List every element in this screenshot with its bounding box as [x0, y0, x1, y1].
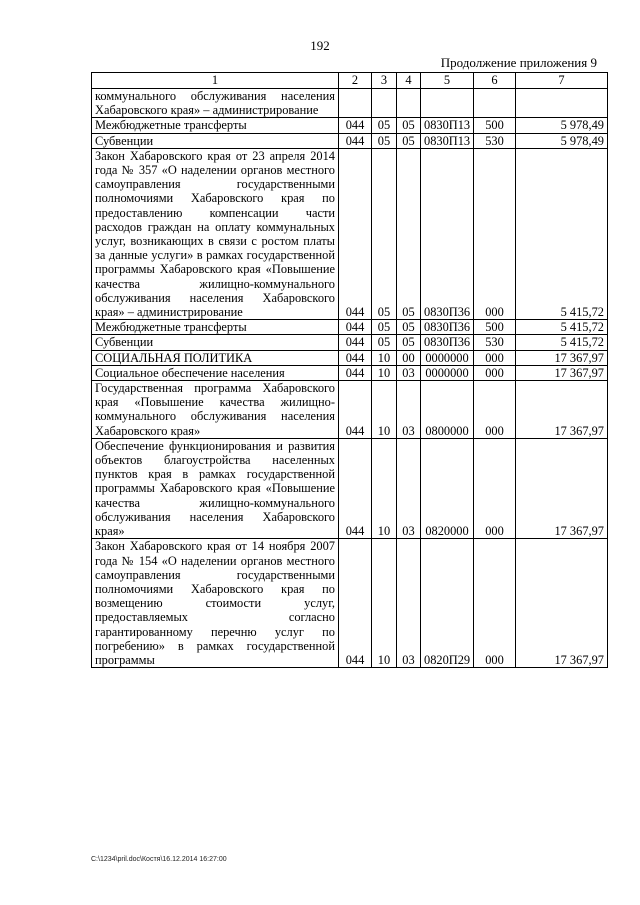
cell-col7: 5 978,49: [516, 118, 608, 133]
cell-col2: 044: [339, 133, 372, 148]
cell-col5: 0800000: [421, 381, 474, 439]
row-name: Закон Хабаровского края от 23 апреля 2014 года № 357 «О наделении органов местного самоуправления государственными полномочиями Хабаровского края по предоставлению компенсации части расходов граждан на оплату коммунальных услуг, возникающих в связи с ростом платы за данные услуги» в рамках государственной программы Хабаровского края «Повышение качества жилищно-коммунального обслуживания населения Хабаровского края» – администрирование: [92, 148, 339, 319]
cell-col4: 05: [397, 320, 421, 335]
cell-col4: 03: [397, 365, 421, 380]
cell-col3: [372, 89, 397, 118]
cell-col7: 5 978,49: [516, 133, 608, 148]
cell-col3: 05: [372, 118, 397, 133]
row-name: СОЦИАЛЬНАЯ ПОЛИТИКА: [92, 350, 339, 365]
cell-col5: 0830П13: [421, 118, 474, 133]
cell-col6: 000: [474, 381, 516, 439]
cell-col6: 500: [474, 320, 516, 335]
table-row: [92, 539, 608, 668]
table-row: [92, 365, 608, 380]
cell-col7: 5 415,72: [516, 335, 608, 350]
column-header: 4: [397, 73, 421, 89]
cell-col5: 0000000: [421, 365, 474, 380]
cell-col3: 10: [372, 438, 397, 538]
row-name: коммунального обслуживания населения Хабаровского края» – администрирование: [92, 89, 339, 118]
cell-col7: 17 367,97: [516, 539, 608, 668]
cell-col2: 044: [339, 320, 372, 335]
cell-col5: 0830П36: [421, 148, 474, 319]
cell-col3: 05: [372, 133, 397, 148]
table-row: [92, 438, 608, 538]
cell-col2: 044: [339, 118, 372, 133]
cell-col7: 17 367,97: [516, 438, 608, 538]
column-header: 1: [92, 73, 339, 89]
budget-table: [91, 72, 608, 668]
column-header: 2: [339, 73, 372, 89]
cell-col4: 00: [397, 350, 421, 365]
row-name: Обеспечение функционирования и развития объектов благоустройства населенных пунктов края в рамках государственной программы Хабаровского края «Повышение качества жилищно-коммунального обслуживания населения Хабаровского края»: [92, 438, 339, 538]
cell-col3: 05: [372, 148, 397, 319]
column-header: 5: [421, 73, 474, 89]
cell-col4: 05: [397, 133, 421, 148]
cell-col6: 000: [474, 365, 516, 380]
table-row: [92, 89, 608, 118]
cell-col5: [421, 89, 474, 118]
table-row: [92, 118, 608, 133]
cell-col4: 05: [397, 148, 421, 319]
cell-col4: 03: [397, 539, 421, 668]
row-name: Межбюджетные трансферты: [92, 118, 339, 133]
column-header: 6: [474, 73, 516, 89]
cell-col6: [474, 89, 516, 118]
cell-col6: 530: [474, 133, 516, 148]
column-header: 7: [516, 73, 608, 89]
cell-col4: 05: [397, 335, 421, 350]
cell-col3: 10: [372, 350, 397, 365]
cell-col2: 044: [339, 350, 372, 365]
continuation-label: Продолжение приложения 9: [440, 55, 597, 70]
cell-col7: 5 415,72: [516, 320, 608, 335]
page-number: 192: [310, 38, 330, 53]
table-row: [92, 381, 608, 439]
table-row: [92, 350, 608, 365]
column-header: 3: [372, 73, 397, 89]
cell-col3: 05: [372, 335, 397, 350]
cell-col6: 000: [474, 148, 516, 319]
file-path-footer: C:\1234\pril.doc\Костя\16.12.2014 16:27:00: [91, 856, 227, 863]
cell-col5: 0830П36: [421, 320, 474, 335]
table-row: [92, 335, 608, 350]
cell-col2: 044: [339, 365, 372, 380]
cell-col5: 0830П13: [421, 133, 474, 148]
row-name: Социальное обеспечение населения: [92, 365, 339, 380]
cell-col2: 044: [339, 148, 372, 319]
cell-col2: 044: [339, 335, 372, 350]
cell-col6: 000: [474, 539, 516, 668]
cell-col7: 17 367,97: [516, 365, 608, 380]
cell-col3: 10: [372, 381, 397, 439]
cell-col4: [397, 89, 421, 118]
cell-col7: 17 367,97: [516, 381, 608, 439]
cell-col5: 0000000: [421, 350, 474, 365]
cell-col2: 044: [339, 381, 372, 439]
cell-col4: 05: [397, 118, 421, 133]
cell-col7: [516, 89, 608, 118]
row-name: Межбюджетные трансферты: [92, 320, 339, 335]
cell-col2: 044: [339, 539, 372, 668]
row-name: Субвенции: [92, 335, 339, 350]
cell-col5: 0820П29: [421, 539, 474, 668]
cell-col5: 0830П36: [421, 335, 474, 350]
cell-col7: 17 367,97: [516, 350, 608, 365]
cell-col4: 03: [397, 438, 421, 538]
cell-col6: 530: [474, 335, 516, 350]
cell-col4: 03: [397, 381, 421, 439]
cell-col3: 10: [372, 365, 397, 380]
row-name: Субвенции: [92, 133, 339, 148]
table-row: [92, 320, 608, 335]
cell-col3: 05: [372, 320, 397, 335]
table-row: [92, 133, 608, 148]
cell-col2: [339, 89, 372, 118]
cell-col7: 5 415,72: [516, 148, 608, 319]
row-name: Государственная программа Хабаровского края «Повышение качества жилищно-коммунального обслуживания населения Хабаровского края»: [92, 381, 339, 439]
cell-col6: 000: [474, 438, 516, 538]
cell-col2: 044: [339, 438, 372, 538]
table-header-row: [92, 73, 608, 89]
cell-col5: 0820000: [421, 438, 474, 538]
row-name: Закон Хабаровского края от 14 ноября 2007 года № 154 «О наделении органов местного самоуправления государственными полномочиями Хабаровского края по возмещению стоимости услуг, предоставляемых согласно гарантированному перечню услуг по погребению» в рамках государственной программы: [92, 539, 339, 668]
cell-col6: 500: [474, 118, 516, 133]
table-row: [92, 148, 608, 319]
cell-col6: 000: [474, 350, 516, 365]
cell-col3: 10: [372, 539, 397, 668]
